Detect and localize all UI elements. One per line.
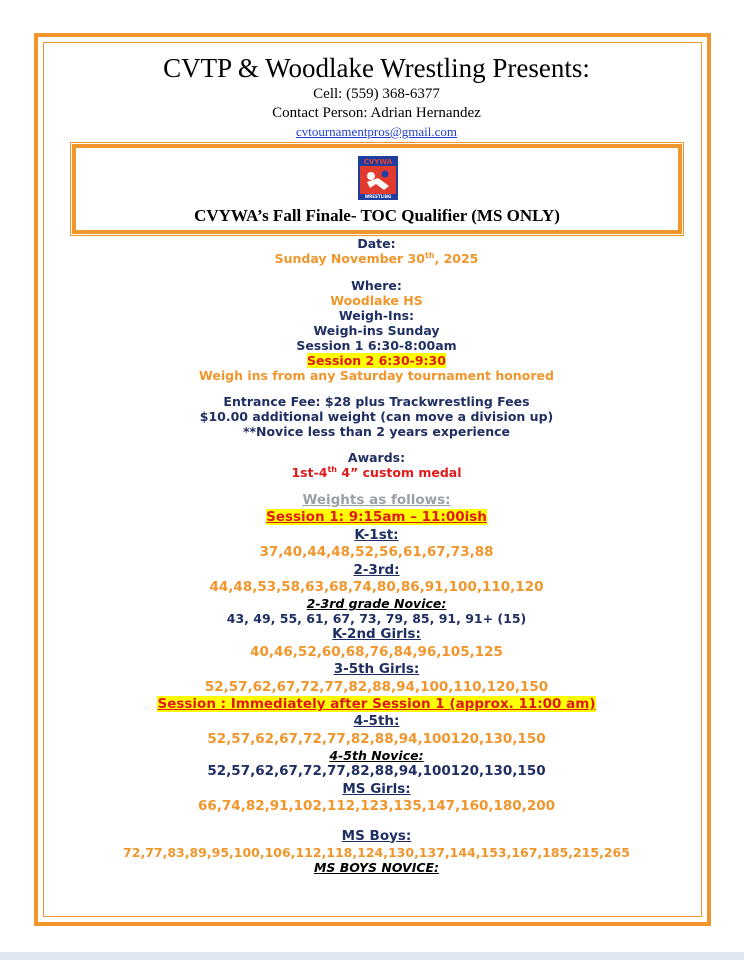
weigh-in-note: Weigh ins from any Saturday tournament honored — [199, 368, 554, 383]
logo-text: CVYWA — [363, 158, 393, 166]
session-1-header: Session 1: 9:15am – 11:00ish — [266, 509, 487, 526]
grade-4-5-novice-weights: 52,57,62,67,72,77,82,88,94,100120,130,150 — [207, 763, 546, 780]
where-label: Where: — [351, 278, 402, 293]
novice-note: **Novice less than 2 years experience — [242, 424, 511, 439]
email-link[interactable]: cvtournamentpros@gmail.com — [295, 124, 458, 139]
ms-girls-weights: 66,74,82,91,102,112,123,135,147,160,180,200 — [198, 798, 555, 815]
k2-girls-weights: 40,46,52,60,68,76,84,96,105,125 — [250, 643, 503, 660]
entrance-fee: Entrance Fee: $28 plus Trackwrestling Fees — [223, 394, 530, 409]
grade-4-5-label: 4-5th: — [353, 713, 400, 730]
window-bottom-bar — [0, 952, 744, 960]
awards-label: Awards: — [347, 450, 406, 465]
ms-boys-novice-label: MS BOYS NOVICE: — [313, 859, 440, 875]
grade-4-5-novice-label: 4-5th Novice: — [329, 748, 424, 764]
date-label: Date: — [357, 236, 396, 251]
ms-boys-weights: 72,77,83,89,95,100,106,112,118,124,130,137,144,153,167,185,215,265 — [123, 844, 630, 860]
grade-3-5-girls-weights: 52,57,62,67,72,77,82,88,94,100,110,120,150 — [204, 678, 549, 695]
flyer-body — [38, 236, 715, 875]
outer-border — [34, 33, 711, 926]
awards-value: 1st-4th 4” custom medal — [291, 464, 462, 480]
weigh-in-session-1: Session 1 6:30-8:00am — [296, 338, 457, 353]
grade-2-3-novice-label: 2-3rd grade Novice: — [306, 596, 447, 612]
weigh-ins-day: Weigh-ins Sunday — [313, 323, 440, 338]
grade-3-5-girls-label: 3-5th Girls: — [333, 661, 420, 678]
flyer-title: CVTP & Woodlake Wrestling Presents: — [163, 53, 590, 83]
session-2-header: Session : Immediately after Session 1 (approx. 11:00 am) — [157, 696, 596, 713]
grade-4-5-weights: 52,57,62,67,72,77,82,88,94,100120,130,150 — [207, 730, 546, 747]
flyer-header — [38, 51, 715, 141]
ms-boys-label: MS Boys: — [341, 827, 412, 844]
weigh-in-session-2: Session 2 6:30-9:30 — [307, 353, 446, 368]
ms-girls-label: MS Girls: — [342, 780, 411, 797]
k2-girls-label: K-2nd Girls: — [332, 626, 421, 643]
cvywa-logo-icon — [358, 156, 398, 200]
k1-weights: 37,40,44,48,52,56,61,67,73,88 — [259, 544, 494, 561]
grade-2-3-weights: 44,48,53,58,63,68,74,80,86,91,100,110,120 — [209, 579, 544, 596]
where-value: Woodlake HS — [330, 293, 423, 308]
grade-2-3-novice-weights: 43, 49, 55, 61, 67, 73, 79, 85, 91, 91+ (15) — [226, 611, 527, 627]
date-value: Sunday November 30th, 2025 — [274, 250, 479, 266]
logo-subtext: WRESTLING — [364, 194, 392, 199]
weights-label: Weights as follows: — [302, 492, 451, 508]
cell-phone: Cell: (559) 368-6377 — [313, 86, 440, 102]
additional-weight-fee: $10.00 additional weight (can move a division up) — [199, 409, 554, 424]
contact-person: Contact Person: Adrian Hernandez — [272, 105, 481, 121]
grade-2-3-label: 2-3rd: — [353, 561, 400, 578]
k1-label: K-1st: — [354, 526, 399, 543]
weigh-ins-label: Weigh-Ins: — [338, 308, 415, 323]
event-name: CVYWA’s Fall Finale- TOC Qualifier (MS ONLY) — [194, 206, 560, 225]
event-title-box — [72, 144, 682, 234]
